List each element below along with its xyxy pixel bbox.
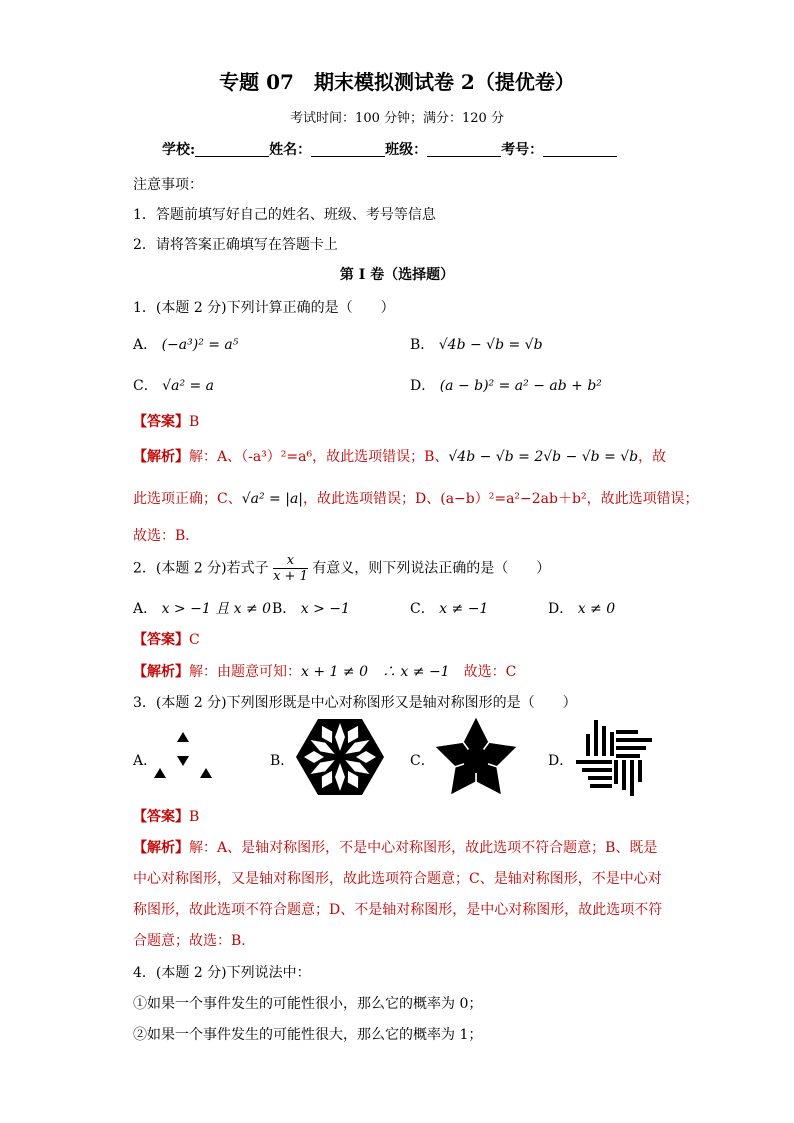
q3-answer-tag: 【答案】 <box>133 809 189 825</box>
q3-figure-d-lines <box>572 716 656 800</box>
q2-option-b-math: x > −1 <box>300 601 350 617</box>
q1-option-b-math: √4b − √b = √b <box>438 337 543 353</box>
exam-no-label: 考号： <box>501 142 544 158</box>
q2-fraction <box>273 553 308 584</box>
notes-heading: 注意事项： <box>133 177 203 193</box>
q3-figure-c-pentagon <box>430 714 522 802</box>
q2-option-d-label: D． <box>548 601 574 617</box>
q1-analysis-line-2 <box>133 488 699 508</box>
notes-item-2: 2．请将答案正确填写在答题卡上 <box>133 237 338 253</box>
q1-analysis-text-2b: ，故此选项错误；D、(a−b）²=a²−2ab＋b²，故此选项错误； <box>303 491 699 507</box>
notes-item-1: 1．答题前填写好自己的姓名、班级、考号等信息 <box>133 207 436 223</box>
q2-answer <box>133 629 200 649</box>
q2-option-c-label: C． <box>410 601 435 617</box>
name-label: 姓名： <box>269 142 312 158</box>
section-title: 第 I 卷（选择题） <box>339 267 455 283</box>
q1-option-c <box>133 375 214 395</box>
q3-analysis-line-4: 合题意；故选：B． <box>133 933 256 949</box>
class-blank[interactable] <box>427 142 501 157</box>
q2-fraction-den: x + 1 <box>273 569 308 584</box>
q1-analysis-math-2: √a² = |a| <box>241 491 304 507</box>
q2-analysis <box>133 661 516 681</box>
q1-option-c-math: √a² = a <box>162 378 215 394</box>
q2-option-b <box>272 598 350 618</box>
q3-option-c-label: C． <box>410 753 435 769</box>
q2-analysis-tag: 【解析】 <box>133 664 189 680</box>
q1-option-a <box>133 334 238 354</box>
q4-item-1: ①如果一个事件发生的可能性很小，那么它的概率为 0； <box>133 996 483 1012</box>
q3-answer <box>133 806 199 826</box>
q3-figure-b-hexagon <box>296 718 384 796</box>
exam-no-blank[interactable] <box>543 142 617 157</box>
q2-option-c-math: x ≠ −1 <box>439 601 489 617</box>
q2-stem-b: 有意义，则下列说法正确的是（ ） <box>312 560 551 577</box>
q2-stem-a: 2．(本题 2 分)若式子 <box>133 560 269 577</box>
q1-analysis-line-3: 故选：B． <box>133 528 200 544</box>
q3-option-a-label: A． <box>133 753 158 769</box>
q3-analysis-text-1: 解：A、是轴对称图形，不是中心对称图形，故此选项不符合题意；B、既是 <box>189 840 658 856</box>
q2-fraction-num: x <box>286 553 295 568</box>
q1-answer <box>133 411 199 431</box>
q1-option-d-math: (a − b)² = a² − ab + b² <box>439 378 602 394</box>
q1-analysis-line-1 <box>133 446 666 466</box>
q1-analysis-text-1a: 解：A、（-a³）²=a⁶，故此选项错误；B、 <box>189 449 449 465</box>
q2-option-a-math: x > −1 且 x ≠ 0 <box>161 601 272 617</box>
q2-answer-value: C <box>189 632 200 648</box>
name-blank[interactable] <box>311 142 385 157</box>
q2-analysis-text-a: 解：由题意可知： <box>189 664 301 680</box>
q2-analysis-text-b: 故选：C <box>463 664 517 680</box>
q3-option-d-label: D． <box>548 753 574 769</box>
school-label: 学校: <box>162 142 196 158</box>
q4-item-2: ②如果一个事件发生的可能性很大，那么它的概率为 1； <box>133 1027 483 1043</box>
q2-answer-tag: 【答案】 <box>133 632 189 648</box>
q3-figure-a-triangles <box>152 730 214 782</box>
q3-analysis-line-1 <box>133 837 657 857</box>
q2-option-d-math: x ≠ 0 <box>577 601 616 617</box>
q3-answer-value: B <box>189 809 200 825</box>
q1-option-c-label: C． <box>133 378 158 394</box>
q1-option-a-label: A． <box>133 337 158 353</box>
q3-analysis-line-3: 称图形，故此选项不符合题意；D、不是轴对称图形，是中心对称图形，故此选项不符 <box>133 902 663 918</box>
q1-option-d <box>410 375 602 395</box>
q2-option-d <box>548 598 615 618</box>
q1-stem: 1．(本题 2 分)下列计算正确的是（ ） <box>133 300 395 316</box>
q1-option-a-math: (−a³)² = a⁵ <box>161 337 239 353</box>
q3-option-b-label: B． <box>270 753 295 769</box>
page-title: 专题 07 期末模拟测试卷 2（提优卷） <box>219 70 575 94</box>
q1-answer-value: B <box>189 414 200 430</box>
q2-analysis-math: x + 1 ≠ 0 ∴ x ≠ −1 <box>301 664 450 680</box>
q1-analysis-text-1b: ，故 <box>638 449 667 465</box>
school-blank[interactable] <box>195 142 269 157</box>
q4-stem: 4．(本题 2 分)下列说法中： <box>133 965 311 981</box>
q2-option-a-label: A． <box>133 601 158 617</box>
class-label: 班级： <box>385 142 428 158</box>
exam-info: 考试时间：100 分钟；满分：120 分 <box>290 111 504 126</box>
q2-option-a <box>133 598 271 618</box>
q1-answer-tag: 【答案】 <box>133 414 189 430</box>
q1-analysis-tag: 【解析】 <box>133 449 189 465</box>
q2-option-b-label: B． <box>272 601 297 617</box>
q3-stem: 3．(本题 2 分)下列图形既是中心对称图形又是轴对称图形的是（ ） <box>133 695 577 711</box>
q1-option-b <box>410 334 543 354</box>
q3-analysis-tag: 【解析】 <box>133 840 189 856</box>
q2-stem <box>133 553 550 584</box>
q1-option-d-label: D． <box>410 378 436 394</box>
q2-option-c <box>410 598 488 618</box>
q1-analysis-math-1: √4b − √b = 2√b − √b = √b <box>448 449 639 465</box>
q3-analysis-line-2: 中心对称图形，又是轴对称图形，故此选项符合题意；C、是轴对称图形，不是中心对 <box>133 871 662 887</box>
q1-option-b-label: B． <box>410 337 435 353</box>
student-info-line <box>162 139 617 159</box>
q1-analysis-text-2a: 此选项正确；C、 <box>133 491 242 507</box>
